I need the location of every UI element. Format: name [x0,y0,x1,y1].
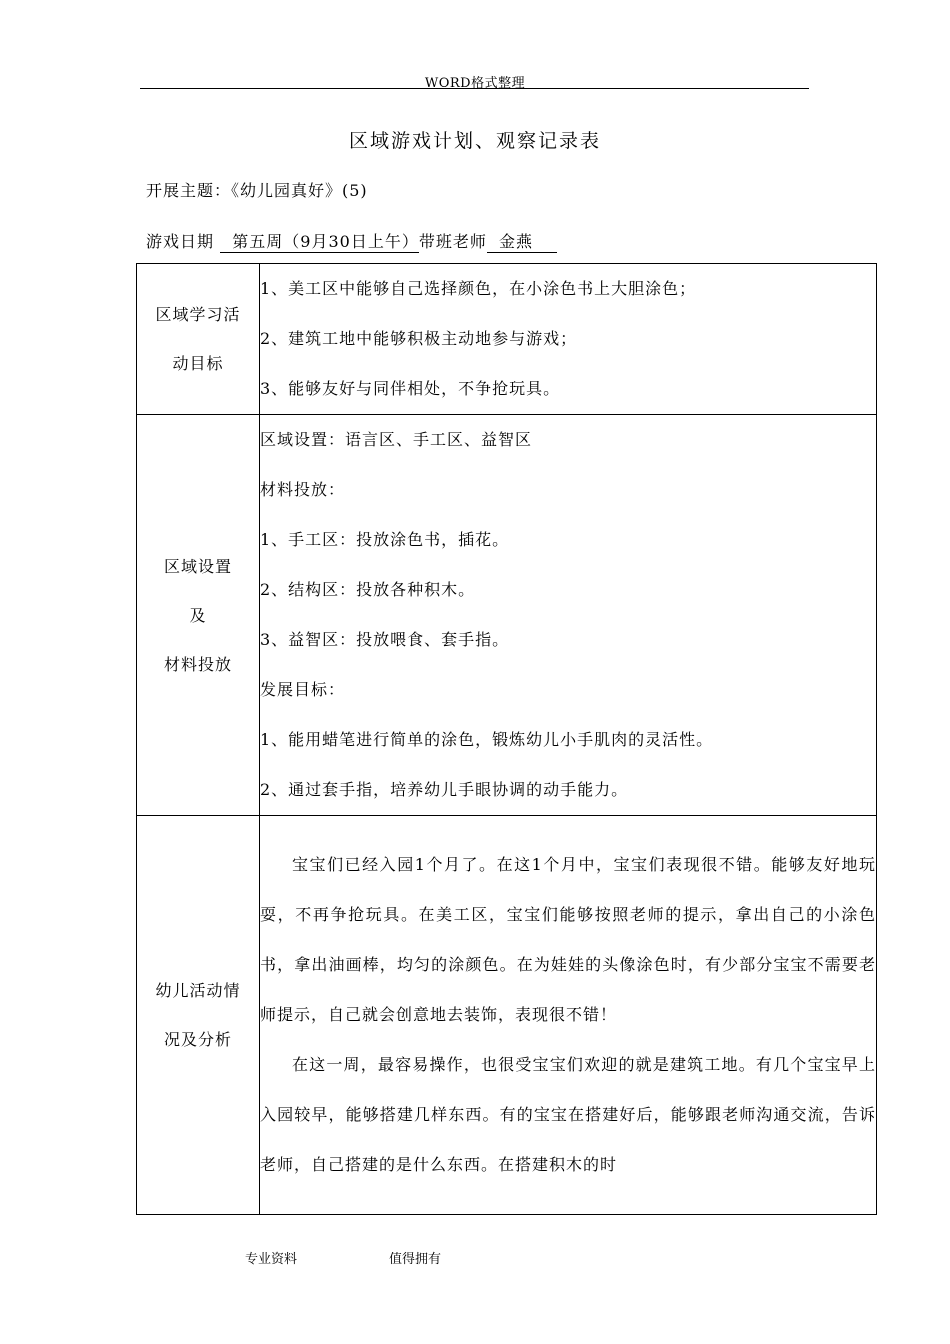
record-table [136,263,877,1215]
material-line: 2、通过套手指，培养幼儿手眼协调的动手能力。 [260,780,629,799]
date-value: 第五周（9月30日上午） [220,232,419,253]
analysis-paragraph: 在这一周，最容易操作，也很受宝宝们欢迎的就是建筑工地。有几个宝宝早上入园较早，能够搭建几样东西。有的宝宝在搭建好后，能够跟老师沟通交流，告诉老师，自己搭建的是什么东西。在搭建积木的时 [260,1055,876,1174]
theme-line: 开展主题：《幼儿园真好》(5) [146,181,368,200]
material-line: 材料投放： [260,480,346,499]
teacher-label: 带班老师 [418,232,487,251]
material-line: 3、益智区：投放喂食、套手指。 [260,630,510,649]
row-content [260,816,877,1215]
teacher-value: 金燕 [487,232,558,253]
table-row [137,264,877,415]
header-rule [140,88,809,89]
material-line: 2、结构区：投放各种积木。 [260,580,476,599]
row-label: 区域设置 及 材料投放 [137,415,260,816]
table-row [137,415,877,816]
document-title: 区域游戏计划、观察记录表 [348,130,601,152]
material-line: 1、手工区：投放涂色书，插花。 [260,530,510,549]
row-content [260,264,877,415]
row-content [260,415,877,816]
goal-line: 3、能够友好与同伴相处，不争抢玩具。 [260,379,561,398]
footer-left: 专业资料 [245,1252,298,1267]
material-line: 发展目标： [260,680,346,699]
goal-line: 1、美工区中能够自己选择颜色，在小涂色书上大胆涂色； [260,279,697,298]
row-label: 区域学习活 动目标 [137,264,260,415]
page-header: WORD格式整理 [424,76,526,91]
material-line: 1、能用蜡笔进行简单的涂色，锻炼幼儿小手肌肉的灵活性。 [260,730,714,749]
material-line: 区域设置：语言区、手工区、益智区 [260,430,533,449]
table-row [137,816,877,1215]
row-label: 幼儿活动情 况及分析 [137,816,260,1215]
footer-right: 值得拥有 [389,1252,442,1267]
date-label: 游戏日期 [146,232,215,251]
analysis-paragraph: 宝宝们已经入园1个月了。在这1个月中，宝宝们表现很不错。能够友好地玩耍，不再争抢玩具。在美工区，宝宝们能够按照老师的提示，拿出自己的小涂色书，拿出油画棒，均匀的涂颜色。在为娃娃的头像涂色时，有少部分宝宝不需要老师提示，自己就会创意地去装饰，表现很不错！ [260,855,876,1024]
goal-line: 2、建筑工地中能够积极主动地参与游戏； [260,329,578,348]
date-line [146,229,557,252]
